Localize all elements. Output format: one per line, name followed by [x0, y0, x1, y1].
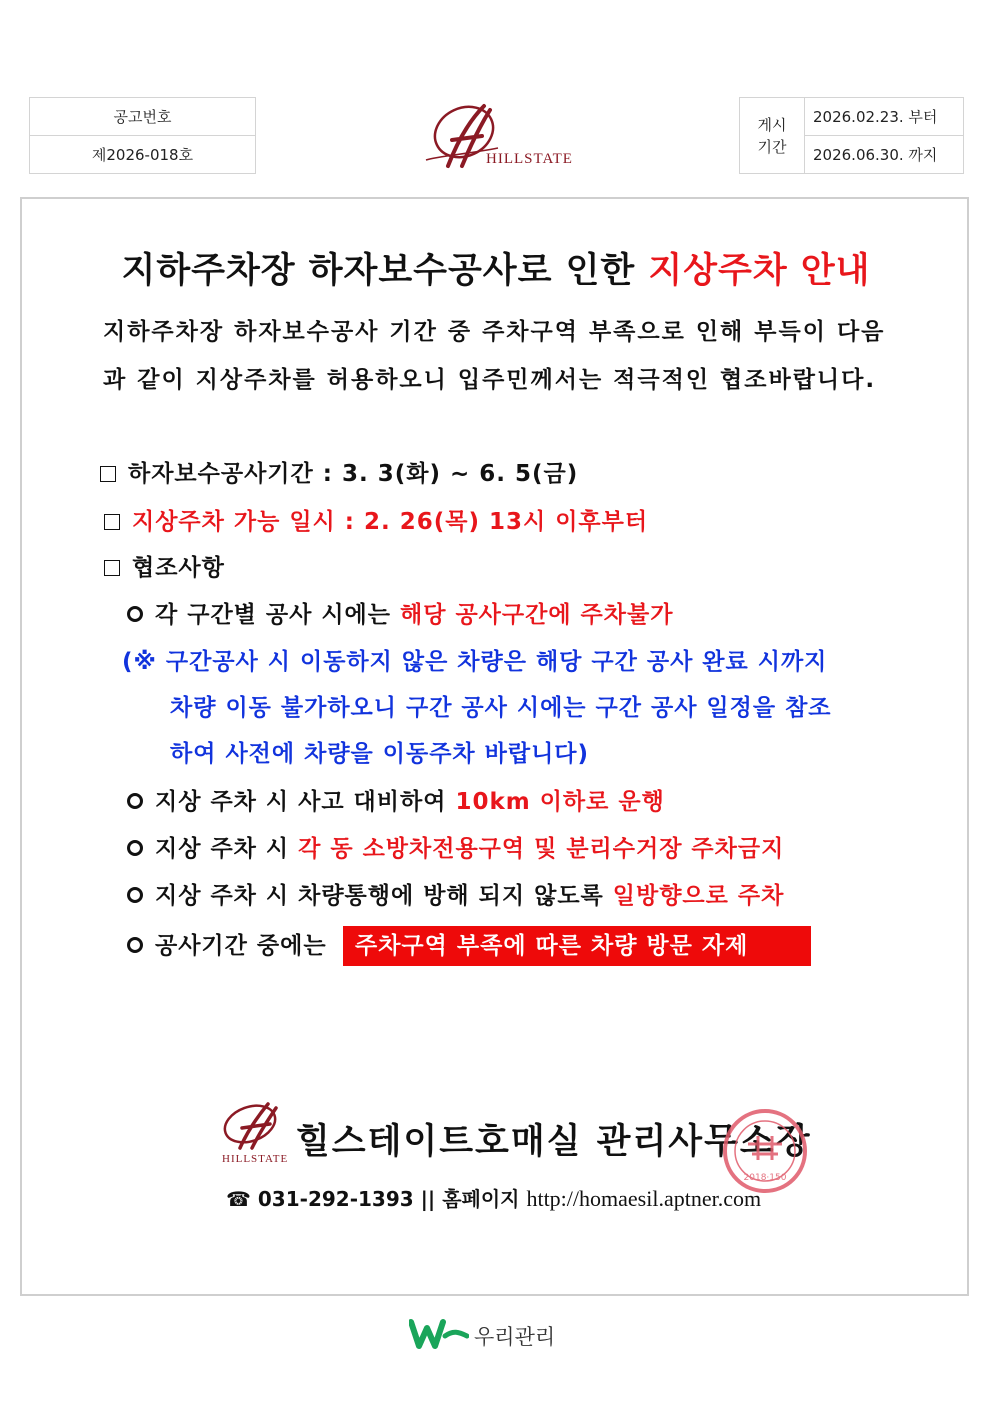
- hillstate-logo: [418, 100, 578, 172]
- bullet-4-red: 일방향으로 주차: [612, 883, 785, 909]
- separator: ||: [420, 1187, 436, 1211]
- notice-number: 제2026-018호: [30, 136, 256, 174]
- bullet-1-red: 해당 공사구간에 주차불가: [400, 602, 674, 628]
- logo-text-small: HILLSTATE: [222, 1153, 289, 1164]
- circle-bullet-icon: [127, 840, 143, 856]
- bullet-3: [127, 830, 784, 863]
- bullet-5: [127, 927, 327, 960]
- bullet-5-text: 공사기간 중에는: [155, 933, 327, 959]
- circle-bullet-icon: [127, 606, 143, 622]
- wooriguanri-logo-icon: [409, 1318, 469, 1350]
- note-line-3: 하여 사전에 차량을 이동주차 바랍니다): [170, 741, 590, 767]
- title-red: 지상주차 안내: [648, 251, 871, 291]
- note-line-1: (※ 구간공사 시 이동하지 않은 차량은 해당 구간 공사 완료 시까지: [122, 649, 828, 675]
- circle-bullet-icon: [127, 937, 143, 953]
- contact-line: [226, 1183, 761, 1212]
- item-allowed-text: 지상주차 가능 일시 : 2. 26(목) 13시 이후부터: [132, 509, 649, 535]
- item-coop-text: 협조사항: [132, 555, 225, 581]
- circle-bullet-icon: [127, 793, 143, 809]
- posting-start: 2026.02.23. 부터: [805, 98, 964, 136]
- logo-text: HILLSTATE: [486, 151, 573, 167]
- bullet-2-red: 10km 이하로 운행: [455, 789, 665, 815]
- footer-brand: 우리관리: [474, 1325, 556, 1349]
- item-coop: [104, 549, 225, 582]
- item-allowed: [104, 503, 648, 536]
- bullet-3-red: 각 동 소방차전용구역 및 분리수거장 주차금지: [298, 836, 785, 862]
- intro-line-2: 과 같이 지상주차를 허용하오니 입주민께서는 적극적인 협조바랍니다.: [103, 367, 877, 393]
- notice-number-label: 공고번호: [30, 98, 256, 136]
- homepage-label: 홈페이지: [442, 1187, 520, 1211]
- posting-period-box: [739, 97, 964, 174]
- circle-bullet-icon: [127, 887, 143, 903]
- official-seal-icon: [722, 1108, 808, 1194]
- intro-line-1: 지하주차장 하자보수공사 기간 중 주차구역 부족으로 인해 부득이 다음: [103, 319, 886, 345]
- notice-number-box: [29, 97, 256, 174]
- office-signature: 힐스테이트호매실 관리사무소장: [296, 1122, 812, 1162]
- title-black: 지하주차장 하자보수공사로 인한: [121, 251, 649, 291]
- hillstate-logo-small: [210, 1102, 294, 1164]
- homepage-link[interactable]: http://homaesil.aptner.com: [526, 1186, 762, 1211]
- posting-period-label: 게시 기간: [740, 98, 805, 174]
- item-period: [100, 455, 578, 488]
- checkbox-square-icon: [104, 514, 120, 530]
- seal-text: 2018·150: [743, 1173, 787, 1183]
- bullet-2-text: 지상 주차 시 사고 대비하여: [155, 789, 456, 815]
- highlight-box: 주차구역 부족에 따른 차량 방문 자제: [343, 926, 811, 966]
- note-line-2: 차량 이동 불가하오니 구간 공사 시에는 구간 공사 일정을 참조: [170, 695, 832, 721]
- bullet-4: [127, 877, 784, 910]
- bullet-1-text: 각 구간별 공사 시에는: [155, 602, 400, 628]
- phone-icon: ☎: [226, 1187, 251, 1211]
- item-period-text: 하자보수공사기간 : 3. 3(화) ~ 6. 5(금): [128, 461, 579, 487]
- bullet-3-text: 지상 주차 시: [155, 836, 299, 862]
- phone-number: 031-292-1393: [257, 1187, 414, 1211]
- notice-title: [0, 243, 992, 293]
- bullet-4-text: 지상 주차 시 차량통행에 방해 되지 않도록: [155, 883, 613, 909]
- bullet-1: [127, 596, 673, 629]
- checkbox-square-icon: [104, 560, 120, 576]
- checkbox-square-icon: [100, 466, 116, 482]
- posting-end: 2026.06.30. 까지: [805, 136, 964, 174]
- bullet-2: [127, 783, 665, 816]
